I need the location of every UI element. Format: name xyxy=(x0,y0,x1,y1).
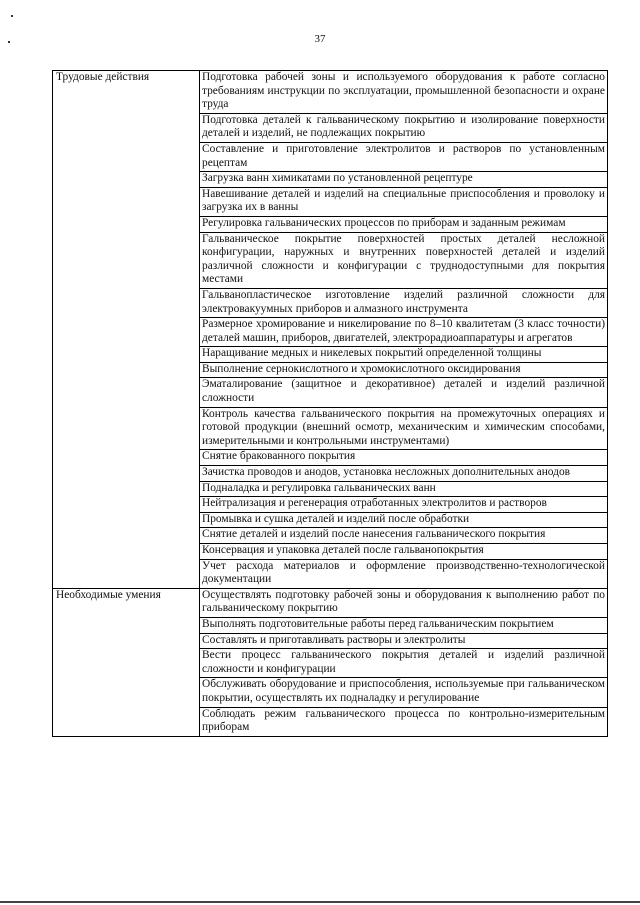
page-number: 37 xyxy=(314,33,326,45)
category-cell: Трудовые действия xyxy=(53,71,200,589)
table-row xyxy=(53,71,608,589)
table-row xyxy=(53,588,608,736)
scan-speck xyxy=(11,15,13,17)
list-item: Осуществлять подготовку рабочей зоны и оборудования к выполнению работ по гальваническому покрытию xyxy=(200,589,607,618)
list-item: Снятие бракованного покрытия xyxy=(200,450,607,466)
competency-table xyxy=(52,70,608,737)
list-item: Гальваническое покрытие поверхностей простых деталей несложной конфигурации, наружных и внутренних поверхностей деталей и изделий различной сложности и конфигурации с труднодоступными для покрытия местами xyxy=(200,233,607,289)
list-item: Обслуживать оборудование и приспособления, используемые при гальваническом покрытии, осуществлять их подналадку и регулирование xyxy=(200,678,607,707)
list-item: Выполнение сернокислотного и хромокислотного оксидирования xyxy=(200,363,607,379)
list-item: Составлять и приготавливать растворы и электролиты xyxy=(200,634,607,650)
list-item: Нейтрализация и регенерация отработанных электролитов и растворов xyxy=(200,497,607,513)
list-item: Подналадка и регулировка гальванических ванн xyxy=(200,482,607,498)
list-item: Снятие деталей и изделий после нанесения гальванического покрытия xyxy=(200,528,607,544)
list-item: Зачистка проводов и анодов, установка несложных дополнительных анодов xyxy=(200,466,607,482)
list-item: Регулировка гальванических процессов по приборам и заданным режимам xyxy=(200,217,607,233)
list-item: Навешивание деталей и изделий на специальные приспособления и проволоку и загрузка их в ванны xyxy=(200,188,607,217)
list-item: Выполнять подготовительные работы перед гальваническим покрытием xyxy=(200,618,607,634)
bottom-rule xyxy=(0,901,640,903)
list-item: Размерное хромирование и никелирование по 8–10 квалитетам (3 класс точности) деталей машин, приборов, двигателей, электрорадиоаппаратуры и агрегатов xyxy=(200,318,607,347)
list-item: Соблюдать режим гальванического процесса по контрольно-измерительным приборам xyxy=(202,707,605,734)
list-item: Учет расхода материалов и оформление производственно-технологической документации xyxy=(202,559,605,586)
list-item: Подготовка рабочей зоны и используемого оборудования к работе согласно требованиям инструкции по эксплуатации, промышленной безопасности и охране труда xyxy=(200,71,607,114)
list-item: Промывка и сушка деталей и изделий после обработки xyxy=(200,513,607,529)
list-item: Наращивание медных и никелевых покрытий определенной толщины xyxy=(200,347,607,363)
list-item: Контроль качества гальванического покрытия на промежуточных операциях и готовой продукции (внешний осмотр, механическим и химическим способами, измерительными и контрольными инструментами) xyxy=(200,408,607,451)
list-item: Вести процесс гальванического покрытия деталей и изделий различной сложности и конфигурации xyxy=(200,649,607,678)
list-item: Консервация и упаковка деталей после гальванопокрытия xyxy=(200,544,607,560)
category-cell: Необходимые умения xyxy=(53,588,200,736)
list-item: Составление и приготовление электролитов и растворов по установленным рецептам xyxy=(200,143,607,172)
items-cell xyxy=(200,71,608,589)
list-item: Эматалирование (защитное и декоративное) деталей и изделий различной сложности xyxy=(200,378,607,407)
list-item: Загрузка ванн химикатами по установленной рецептуре xyxy=(200,172,607,188)
list-item: Гальванопластическое изготовление изделий различной сложности для электровакуумных приборов и алмазного инструмента xyxy=(200,289,607,318)
items-cell xyxy=(200,588,608,736)
list-item: Подготовка деталей к гальваническому покрытию и изолирование поверхности деталей и изделий, не подлежащих покрытию xyxy=(200,114,607,143)
